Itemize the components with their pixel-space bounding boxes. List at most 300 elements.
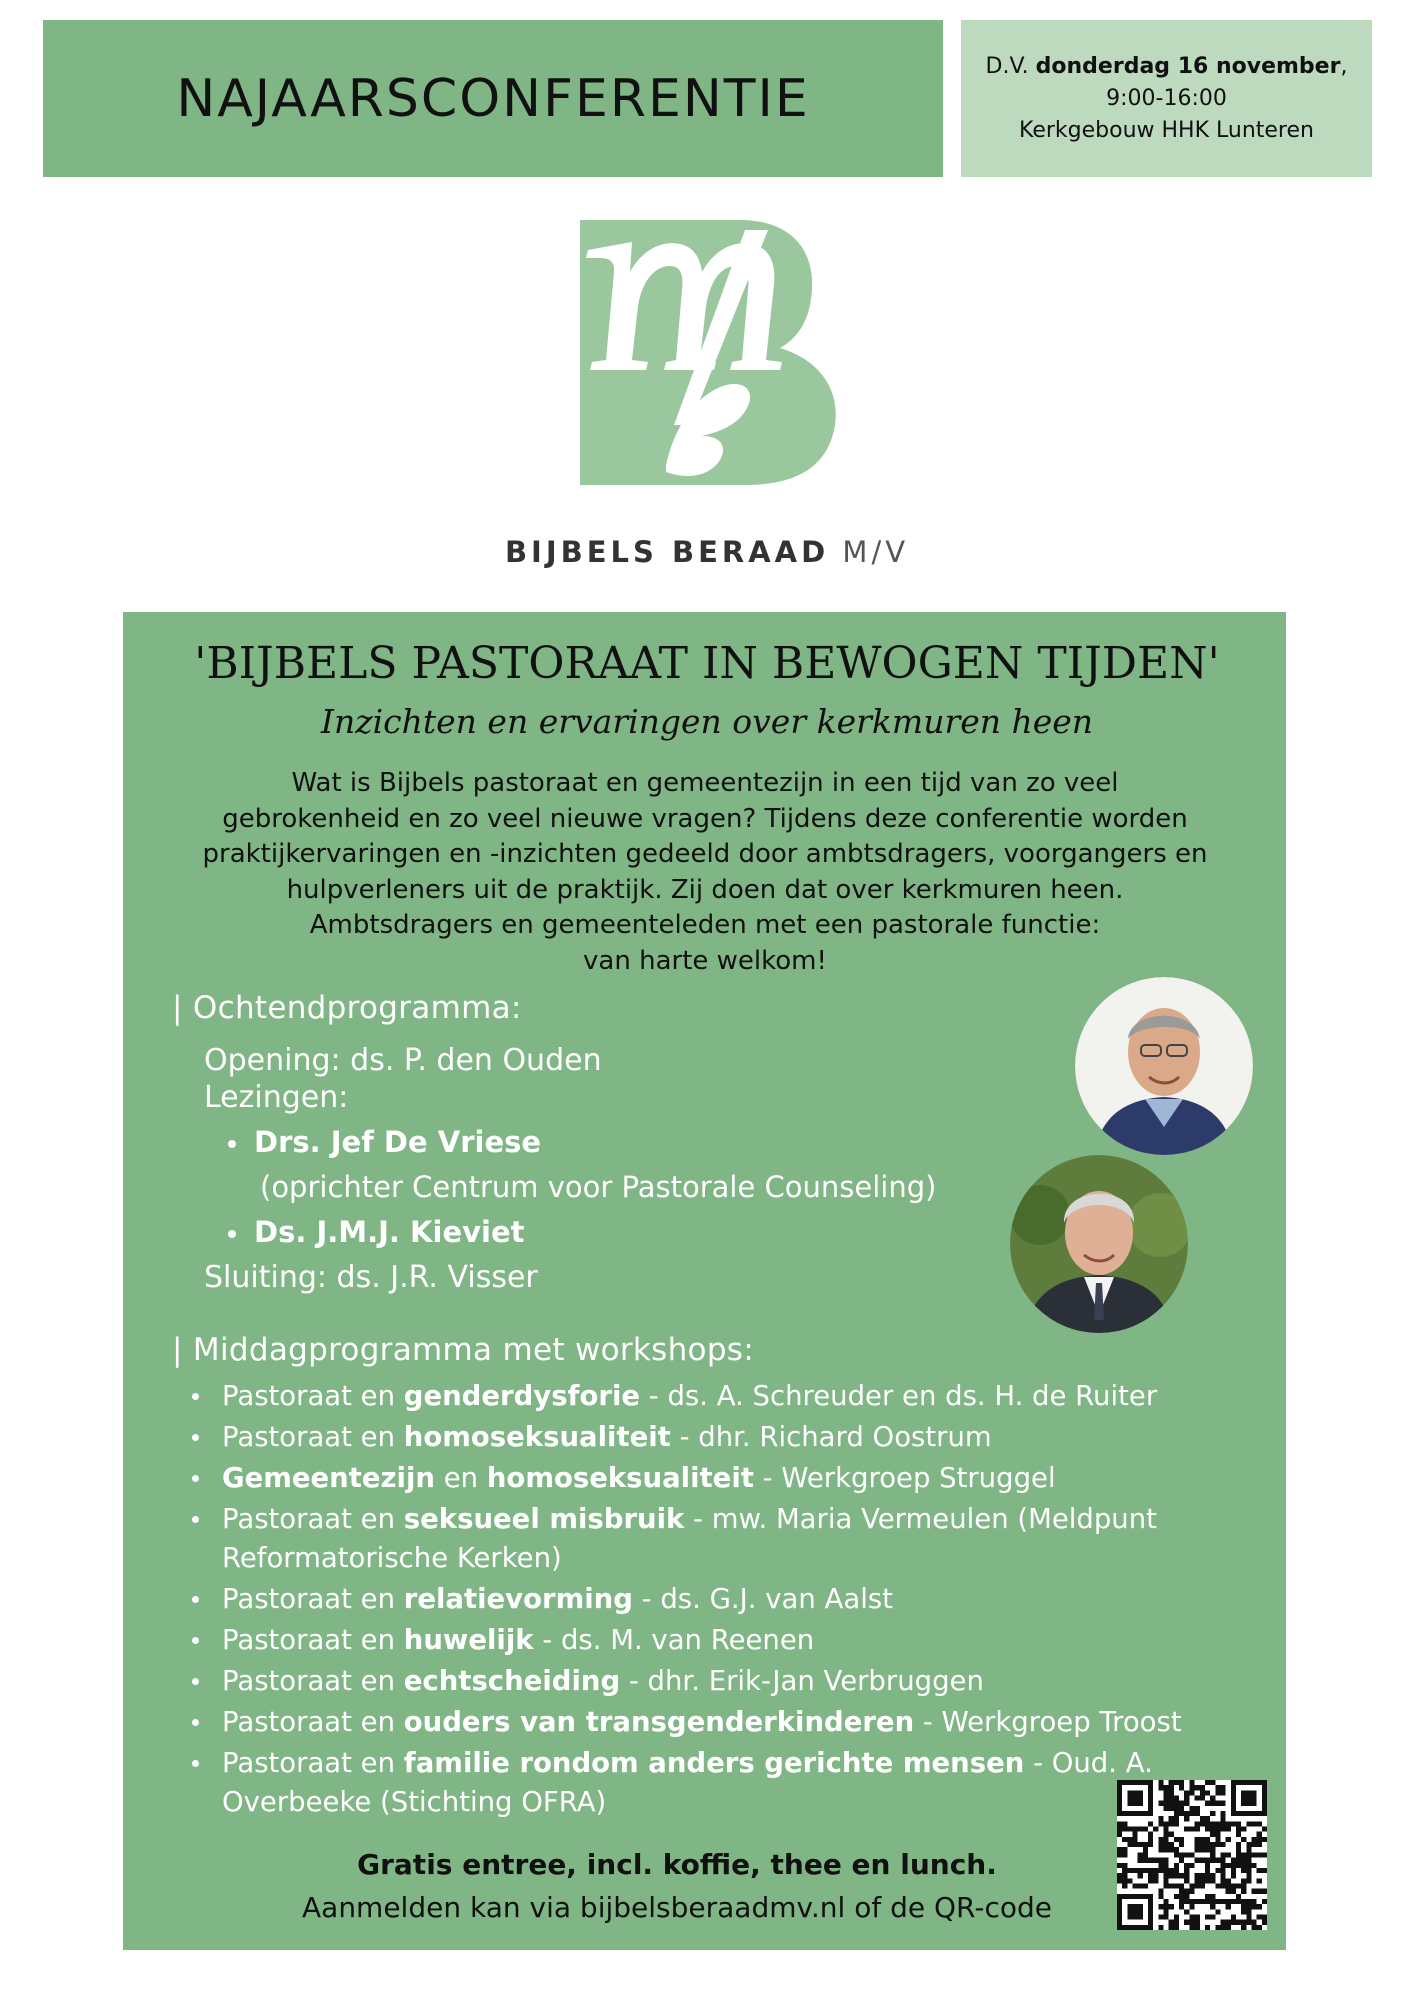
workshop-speaker: - ds. G.J. van Aalst xyxy=(632,1583,893,1615)
qr-module xyxy=(1138,1842,1143,1847)
qr-module xyxy=(1148,1842,1153,1847)
qr-module xyxy=(1189,1889,1194,1894)
workshop-connector: en xyxy=(435,1462,487,1494)
qr-module xyxy=(1164,1785,1169,1790)
qr-module xyxy=(1179,1837,1184,1842)
qr-module xyxy=(1220,1801,1225,1806)
qr-module xyxy=(1236,1883,1241,1888)
event-time: 9:00-16:00 xyxy=(1106,85,1227,111)
workshop-speaker: - dhr. Erik-Jan Verbruggen xyxy=(620,1665,984,1697)
workshop-topic: seksueel misbruik xyxy=(403,1503,685,1535)
qr-module xyxy=(1246,1904,1251,1909)
qr-module xyxy=(1148,1832,1153,1837)
qr-module xyxy=(1205,1858,1210,1863)
qr-module xyxy=(1205,1816,1210,1821)
qr-module xyxy=(1158,1816,1163,1821)
qr-module xyxy=(1215,1790,1220,1795)
qr-module xyxy=(1215,1868,1220,1873)
qr-module xyxy=(1200,1873,1205,1878)
qr-module xyxy=(1164,1801,1169,1806)
qr-module xyxy=(1169,1821,1174,1826)
qr-module xyxy=(1205,1801,1210,1806)
lectures-label: Lezingen: xyxy=(204,1080,349,1115)
qr-module xyxy=(1246,1863,1251,1868)
workshop-item xyxy=(190,1580,1270,1619)
qr-module xyxy=(1246,1868,1251,1873)
workshop-prefix: Pastoraat en xyxy=(222,1665,404,1697)
qr-module xyxy=(1220,1811,1225,1816)
qr-module xyxy=(1189,1811,1194,1816)
date-suffix: , xyxy=(1340,53,1348,79)
qr-module xyxy=(1158,1785,1163,1790)
qr-module xyxy=(1205,1790,1210,1795)
workshop-topic: genderdysforie xyxy=(403,1380,641,1412)
qr-module xyxy=(1200,1899,1205,1904)
qr-module xyxy=(1262,1920,1267,1925)
qr-module xyxy=(1220,1925,1225,1930)
qr-module xyxy=(1174,1863,1179,1868)
qr-finder xyxy=(1127,1904,1143,1920)
qr-module xyxy=(1241,1827,1246,1832)
qr-module xyxy=(1226,1863,1231,1868)
qr-module xyxy=(1241,1837,1246,1842)
speaker-item xyxy=(228,1125,541,1159)
qr-module xyxy=(1189,1827,1194,1832)
qr-module xyxy=(1143,1883,1148,1888)
qr-module xyxy=(1257,1904,1262,1909)
qr-module xyxy=(1226,1920,1231,1925)
qr-module xyxy=(1158,1842,1163,1847)
intro-line: van harte welkom! xyxy=(583,945,827,976)
qr-module xyxy=(1184,1816,1189,1821)
qr-module xyxy=(1257,1837,1262,1842)
qr-module xyxy=(1220,1852,1225,1857)
qr-module xyxy=(1205,1873,1210,1878)
qr-module xyxy=(1117,1847,1122,1852)
qr-module xyxy=(1148,1868,1153,1873)
workshop-prefix: Pastoraat en xyxy=(222,1706,404,1738)
qr-module xyxy=(1189,1863,1194,1868)
qr-module xyxy=(1210,1914,1215,1919)
qr-module xyxy=(1220,1827,1225,1832)
qr-module xyxy=(1189,1914,1194,1919)
qr-module xyxy=(1174,1873,1179,1878)
qr-module xyxy=(1179,1858,1184,1863)
qr-module xyxy=(1195,1796,1200,1801)
qr-module xyxy=(1210,1878,1215,1883)
qr-module xyxy=(1127,1827,1132,1832)
qr-module xyxy=(1138,1883,1143,1888)
qr-module xyxy=(1236,1821,1241,1826)
qr-module xyxy=(1184,1790,1189,1795)
qr-module xyxy=(1205,1868,1210,1873)
speaker-item xyxy=(228,1215,525,1249)
qr-module xyxy=(1210,1894,1215,1899)
qr-module xyxy=(1241,1904,1246,1909)
workshop-prefix: Pastoraat en xyxy=(222,1583,404,1615)
qr-module xyxy=(1138,1873,1143,1878)
qr-module xyxy=(1164,1909,1169,1914)
qr-module xyxy=(1215,1883,1220,1888)
bullet xyxy=(228,1230,236,1238)
qr-module xyxy=(1164,1827,1169,1832)
qr-module xyxy=(1174,1780,1179,1785)
qr-module xyxy=(1122,1878,1127,1883)
qr-module xyxy=(1262,1914,1267,1919)
qr-module xyxy=(1189,1780,1194,1785)
workshop-speaker: - dhr. Richard Oostrum xyxy=(670,1421,992,1453)
workshop-topic: homoseksualiteit xyxy=(486,1462,754,1494)
qr-module xyxy=(1195,1878,1200,1883)
qr-module xyxy=(1215,1858,1220,1863)
qr-module xyxy=(1117,1863,1122,1868)
qr-module xyxy=(1143,1842,1148,1847)
qr-module xyxy=(1205,1925,1210,1930)
qr-module xyxy=(1241,1852,1246,1857)
intro-line: gebrokenheid en zo veel nieuwe vragen? Tijdens deze conferentie worden xyxy=(222,803,1188,834)
qr-module xyxy=(1184,1863,1189,1868)
qr-module xyxy=(1257,1878,1262,1883)
qr-module xyxy=(1127,1837,1132,1842)
qr-module xyxy=(1184,1873,1189,1878)
qr-module xyxy=(1210,1847,1215,1852)
qr-module xyxy=(1210,1858,1215,1863)
qr-module xyxy=(1195,1914,1200,1919)
qr-module xyxy=(1158,1821,1163,1826)
qr-module xyxy=(1200,1785,1205,1790)
qr-module xyxy=(1226,1837,1231,1842)
event-date xyxy=(986,51,1348,83)
qr-module xyxy=(1200,1847,1205,1852)
qr-module xyxy=(1158,1801,1163,1806)
qr-module xyxy=(1210,1801,1215,1806)
qr-module xyxy=(1205,1780,1210,1785)
qr-module xyxy=(1117,1821,1122,1826)
workshop-item xyxy=(190,1459,1270,1498)
qr-module xyxy=(1220,1816,1225,1821)
qr-module xyxy=(1179,1842,1184,1847)
qr-module xyxy=(1246,1821,1251,1826)
qr-module xyxy=(1179,1852,1184,1857)
qr-module xyxy=(1210,1796,1215,1801)
qr-module xyxy=(1195,1920,1200,1925)
qr-module xyxy=(1200,1858,1205,1863)
qr-module xyxy=(1184,1889,1189,1894)
qr-module xyxy=(1236,1894,1241,1899)
qr-module xyxy=(1241,1868,1246,1873)
qr-module xyxy=(1210,1873,1215,1878)
conference-title: NAJAARSCONFERENTIE xyxy=(176,68,810,129)
qr-module xyxy=(1169,1796,1174,1801)
bullet xyxy=(228,1140,236,1148)
qr-module xyxy=(1251,1899,1256,1904)
qr-module xyxy=(1189,1920,1194,1925)
qr-finder xyxy=(1127,1790,1143,1806)
qr-module xyxy=(1262,1899,1267,1904)
qr-module xyxy=(1215,1827,1220,1832)
date-day: donderdag 16 november xyxy=(1035,53,1341,79)
workshop-speaker: - Oud. A. Overbeeke (Stichting OFRA) xyxy=(222,1747,1153,1818)
qr-module xyxy=(1205,1827,1210,1832)
qr-module xyxy=(1231,1883,1236,1888)
qr-module xyxy=(1210,1811,1215,1816)
qr-module xyxy=(1174,1796,1179,1801)
workshop-speaker: - ds. A. Schreuder en ds. H. de Ruiter xyxy=(640,1380,1158,1412)
qr-module xyxy=(1179,1894,1184,1899)
qr-module xyxy=(1251,1925,1256,1930)
qr-module xyxy=(1236,1920,1241,1925)
qr-module xyxy=(1226,1883,1231,1888)
qr-module xyxy=(1220,1883,1225,1888)
qr-module xyxy=(1174,1837,1179,1842)
qr-module xyxy=(1169,1920,1174,1925)
qr-module xyxy=(1174,1925,1179,1930)
qr-module xyxy=(1257,1868,1262,1873)
qr-module xyxy=(1179,1780,1184,1785)
qr-module xyxy=(1195,1847,1200,1852)
qr-code[interactable] xyxy=(1117,1780,1267,1930)
qr-module xyxy=(1169,1780,1174,1785)
qr-module xyxy=(1174,1914,1179,1919)
qr-module xyxy=(1133,1883,1138,1888)
qr-module xyxy=(1158,1858,1163,1863)
qr-module xyxy=(1148,1858,1153,1863)
qr-module xyxy=(1189,1925,1194,1930)
qr-module xyxy=(1174,1894,1179,1899)
qr-module xyxy=(1164,1863,1169,1868)
qr-module xyxy=(1138,1852,1143,1857)
qr-module xyxy=(1205,1899,1210,1904)
qr-module xyxy=(1251,1889,1256,1894)
qr-module xyxy=(1179,1883,1184,1888)
qr-module xyxy=(1169,1904,1174,1909)
qr-module xyxy=(1257,1889,1262,1894)
qr-module xyxy=(1169,1832,1174,1837)
qr-module xyxy=(1200,1878,1205,1883)
qr-module xyxy=(1184,1796,1189,1801)
qr-module xyxy=(1231,1920,1236,1925)
qr-module xyxy=(1153,1827,1158,1832)
workshop-item xyxy=(190,1662,1270,1701)
qr-module xyxy=(1174,1821,1179,1826)
closing-line: Sluiting: ds. J.R. Visser xyxy=(204,1260,538,1295)
date-prefix: D.V. xyxy=(985,53,1036,79)
qr-module xyxy=(1189,1806,1194,1811)
qr-module xyxy=(1122,1868,1127,1873)
qr-module xyxy=(1257,1832,1262,1837)
qr-module xyxy=(1226,1827,1231,1832)
qr-module xyxy=(1215,1842,1220,1847)
qr-module xyxy=(1220,1842,1225,1847)
qr-module xyxy=(1122,1847,1127,1852)
qr-module xyxy=(1231,1868,1236,1873)
qr-module xyxy=(1262,1868,1267,1873)
qr-module xyxy=(1215,1785,1220,1790)
qr-module xyxy=(1195,1837,1200,1842)
qr-module xyxy=(1246,1899,1251,1904)
qr-module xyxy=(1138,1827,1143,1832)
qr-module xyxy=(1158,1925,1163,1930)
qr-module xyxy=(1143,1868,1148,1873)
qr-module xyxy=(1251,1863,1256,1868)
qr-module xyxy=(1231,1899,1236,1904)
qr-module xyxy=(1122,1837,1127,1842)
qr-module xyxy=(1241,1878,1246,1883)
qr-module xyxy=(1169,1842,1174,1847)
qr-module xyxy=(1179,1899,1184,1904)
qr-module xyxy=(1169,1790,1174,1795)
qr-module xyxy=(1174,1806,1179,1811)
qr-module xyxy=(1122,1883,1127,1888)
qr-module xyxy=(1246,1873,1251,1878)
qr-module xyxy=(1164,1904,1169,1909)
qr-module xyxy=(1143,1847,1148,1852)
qr-module xyxy=(1195,1811,1200,1816)
qr-module xyxy=(1215,1832,1220,1837)
qr-module xyxy=(1164,1821,1169,1826)
qr-module xyxy=(1153,1878,1158,1883)
intro-text xyxy=(135,766,1275,979)
qr-module xyxy=(1236,1827,1241,1832)
qr-module xyxy=(1195,1842,1200,1847)
qr-module xyxy=(1220,1863,1225,1868)
qr-module xyxy=(1215,1821,1220,1826)
workshop-topic: huwelijk xyxy=(403,1624,534,1656)
qr-module xyxy=(1231,1914,1236,1919)
qr-module xyxy=(1246,1852,1251,1857)
qr-module xyxy=(1241,1925,1246,1930)
qr-module xyxy=(1122,1873,1127,1878)
qr-module xyxy=(1164,1842,1169,1847)
qr-module xyxy=(1153,1868,1158,1873)
qr-module xyxy=(1158,1904,1163,1909)
qr-module xyxy=(1215,1909,1220,1914)
qr-module xyxy=(1241,1909,1246,1914)
qr-module xyxy=(1220,1785,1225,1790)
qr-module xyxy=(1164,1883,1169,1888)
qr-module xyxy=(1226,1904,1231,1909)
morning-program-heading: | Ochtendprogramma: xyxy=(172,990,522,1026)
qr-module xyxy=(1226,1889,1231,1894)
qr-module xyxy=(1251,1904,1256,1909)
conference-title-banner xyxy=(43,20,943,177)
qr-module xyxy=(1184,1909,1189,1914)
qr-module xyxy=(1257,1852,1262,1857)
qr-module xyxy=(1220,1873,1225,1878)
qr-module xyxy=(1174,1847,1179,1852)
qr-module xyxy=(1158,1863,1163,1868)
qr-module xyxy=(1164,1914,1169,1919)
speaker-name: Ds. J.M.J. Kieviet xyxy=(254,1215,525,1249)
qr-module xyxy=(1179,1811,1184,1816)
qr-module xyxy=(1236,1847,1241,1852)
qr-module xyxy=(1205,1847,1210,1852)
qr-module xyxy=(1169,1801,1174,1806)
qr-module xyxy=(1169,1883,1174,1888)
qr-module xyxy=(1200,1842,1205,1847)
qr-module xyxy=(1164,1899,1169,1904)
qr-module xyxy=(1210,1842,1215,1847)
qr-module xyxy=(1164,1873,1169,1878)
intro-line: Wat is Bijbels pastoraat en gemeentezijn in een tijd van zo veel xyxy=(291,768,1119,798)
qr-module xyxy=(1257,1821,1262,1826)
event-info-box xyxy=(961,20,1372,177)
qr-module xyxy=(1195,1785,1200,1790)
workshop-item xyxy=(190,1418,1270,1457)
qr-module xyxy=(1164,1796,1169,1801)
qr-module xyxy=(1262,1827,1267,1832)
qr-module xyxy=(1231,1889,1236,1894)
qr-module xyxy=(1133,1842,1138,1847)
qr-module xyxy=(1220,1821,1225,1826)
qr-module xyxy=(1127,1868,1132,1873)
qr-module xyxy=(1195,1821,1200,1826)
qr-module xyxy=(1195,1899,1200,1904)
qr-module xyxy=(1127,1842,1132,1847)
qr-module xyxy=(1189,1785,1194,1790)
qr-module xyxy=(1251,1821,1256,1826)
workshop-prefix: Pastoraat en xyxy=(222,1421,404,1453)
qr-module xyxy=(1241,1889,1246,1894)
brand-name xyxy=(0,535,1414,569)
qr-module xyxy=(1174,1811,1179,1816)
qr-module xyxy=(1210,1899,1215,1904)
qr-module xyxy=(1236,1863,1241,1868)
qr-module xyxy=(1226,1821,1231,1826)
qr-module xyxy=(1231,1821,1236,1826)
workshop-item xyxy=(190,1500,1270,1578)
qr-module xyxy=(1200,1816,1205,1821)
qr-module xyxy=(1133,1837,1138,1842)
qr-module xyxy=(1205,1863,1210,1868)
speaker-photo-kieviet xyxy=(1010,1155,1188,1333)
workshop-speaker: - Werkgroep Troost xyxy=(914,1706,1182,1738)
qr-module xyxy=(1210,1852,1215,1857)
qr-module xyxy=(1236,1832,1241,1837)
qr-module xyxy=(1251,1920,1256,1925)
qr-module xyxy=(1184,1827,1189,1832)
qr-module xyxy=(1226,1878,1231,1883)
speaker-note: (oprichter Centrum voor Pastorale Counseling) xyxy=(260,1170,937,1204)
qr-module xyxy=(1257,1842,1262,1847)
qr-module xyxy=(1246,1914,1251,1919)
intro-line: hulpverleners uit de praktijk. Zij doen dat over kerkmuren heen. xyxy=(286,874,1124,905)
qr-module xyxy=(1195,1858,1200,1863)
qr-module xyxy=(1205,1837,1210,1842)
qr-module xyxy=(1215,1925,1220,1930)
workshop-speaker: - mw. Maria Vermeulen (Meldpunt Reformatorische Kerken) xyxy=(222,1503,1157,1574)
qr-module xyxy=(1231,1873,1236,1878)
qr-module xyxy=(1220,1920,1225,1925)
qr-module xyxy=(1133,1832,1138,1837)
qr-module xyxy=(1184,1801,1189,1806)
qr-module xyxy=(1122,1863,1127,1868)
qr-module xyxy=(1179,1904,1184,1909)
qr-module xyxy=(1195,1925,1200,1930)
qr-module xyxy=(1148,1821,1153,1826)
qr-module xyxy=(1189,1904,1194,1909)
workshop-prefix: Pastoraat en xyxy=(222,1380,404,1412)
qr-module xyxy=(1117,1832,1122,1837)
intro-line: praktijkervaringen en -inzichten gedeeld door ambtsdragers, voorgangers en xyxy=(202,839,1208,869)
qr-module xyxy=(1246,1878,1251,1883)
qr-module xyxy=(1241,1858,1246,1863)
qr-module xyxy=(1205,1914,1210,1919)
qr-module xyxy=(1164,1847,1169,1852)
qr-module xyxy=(1164,1837,1169,1842)
workshop-topic: familie rondom anders gerichte mensen xyxy=(403,1747,1025,1779)
qr-module xyxy=(1138,1868,1143,1873)
